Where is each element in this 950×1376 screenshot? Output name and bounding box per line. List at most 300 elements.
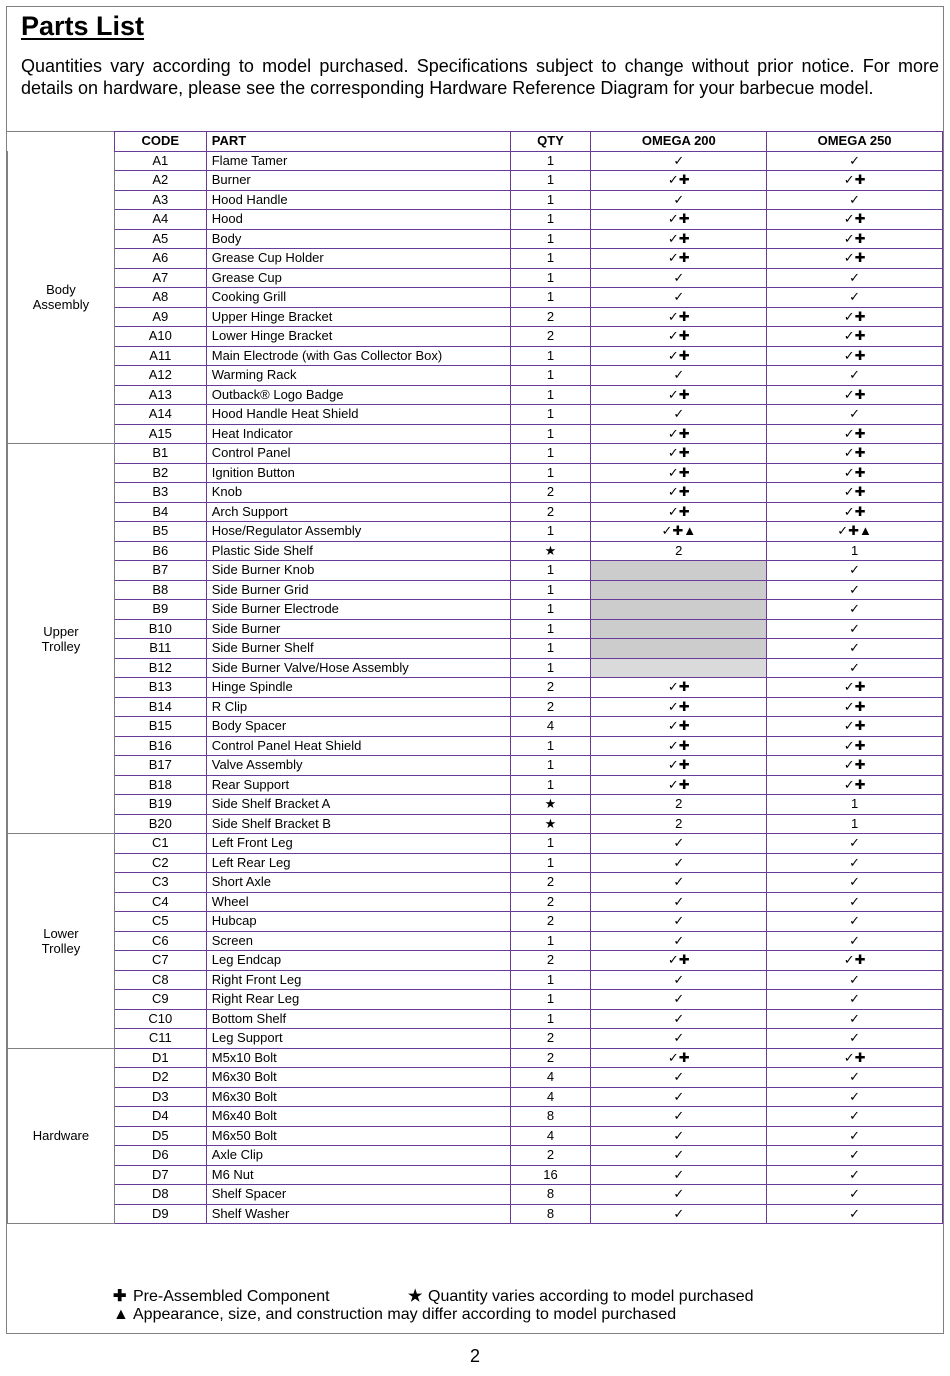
part-name: Hood Handle Heat Shield xyxy=(206,405,510,425)
part-qty: 1 xyxy=(510,444,591,464)
part-qty: 2 xyxy=(510,307,591,327)
table-row xyxy=(8,307,943,327)
part-code: A4 xyxy=(114,210,206,230)
part-name: Heat Indicator xyxy=(206,424,510,444)
omega-200-cell xyxy=(591,600,767,620)
part-name: Grease Cup xyxy=(206,268,510,288)
omega-200-cell: ✓✚ xyxy=(591,444,767,464)
part-qty: 1 xyxy=(510,346,591,366)
omega-200-cell: ✓ xyxy=(591,1165,767,1185)
table-row xyxy=(8,697,943,717)
header-part: PART xyxy=(206,132,510,152)
table-row xyxy=(8,873,943,893)
table-row xyxy=(8,229,943,249)
part-name: Bottom Shelf xyxy=(206,1009,510,1029)
omega-250-cell: ✓ xyxy=(767,1146,943,1166)
omega-200-cell: ✓✚ xyxy=(591,307,767,327)
omega-200-cell: ✓ xyxy=(591,288,767,308)
table-row xyxy=(8,775,943,795)
part-name: Main Electrode (with Gas Collector Box) xyxy=(206,346,510,366)
part-name: Shelf Spacer xyxy=(206,1185,510,1205)
part-code: C7 xyxy=(114,951,206,971)
omega-200-cell xyxy=(591,658,767,678)
omega-250-cell: ✓ xyxy=(767,892,943,912)
part-qty: 1 xyxy=(510,171,591,191)
part-qty: 2 xyxy=(510,327,591,347)
omega-200-cell xyxy=(591,580,767,600)
table-row xyxy=(8,795,943,815)
omega-250-cell: ✓ xyxy=(767,580,943,600)
part-code: A10 xyxy=(114,327,206,347)
part-code: B14 xyxy=(114,697,206,717)
group-label xyxy=(8,1048,115,1224)
part-code: C3 xyxy=(114,873,206,893)
part-name: Side Shelf Bracket B xyxy=(206,814,510,834)
part-qty: 2 xyxy=(510,873,591,893)
omega-250-cell: ✓ xyxy=(767,853,943,873)
omega-250-cell: ✓ xyxy=(767,619,943,639)
omega-200-cell xyxy=(591,639,767,659)
omega-200-cell: ✓✚ xyxy=(591,385,767,405)
omega-200-cell: 2 xyxy=(591,541,767,561)
omega-250-cell: ✓✚ xyxy=(767,697,943,717)
omega-200-cell: ✓ xyxy=(591,268,767,288)
table-row xyxy=(8,931,943,951)
omega-200-cell: ✓ xyxy=(591,1126,767,1146)
table-body xyxy=(8,151,943,1224)
table-row xyxy=(8,151,943,171)
part-qty: 1 xyxy=(510,834,591,854)
omega-250-cell: ✓✚ xyxy=(767,756,943,776)
part-code: D7 xyxy=(114,1165,206,1185)
table-row xyxy=(8,444,943,464)
omega-200-cell: ✓ xyxy=(591,873,767,893)
part-code: B5 xyxy=(114,522,206,542)
table-row xyxy=(8,892,943,912)
part-name: Leg Support xyxy=(206,1029,510,1049)
part-code: A6 xyxy=(114,249,206,269)
part-qty: 1 xyxy=(510,580,591,600)
part-qty: 1 xyxy=(510,424,591,444)
table-row xyxy=(8,1029,943,1049)
part-qty: 1 xyxy=(510,561,591,581)
omega-200-cell: ✓ xyxy=(591,990,767,1010)
part-code: B7 xyxy=(114,561,206,581)
part-qty: ★ xyxy=(510,814,591,834)
part-qty: 1 xyxy=(510,366,591,386)
part-qty: 1 xyxy=(510,268,591,288)
part-code: D3 xyxy=(114,1087,206,1107)
part-qty: 1 xyxy=(510,190,591,210)
part-code: B4 xyxy=(114,502,206,522)
omega-250-cell: ✓✚ xyxy=(767,951,943,971)
part-name: R Clip xyxy=(206,697,510,717)
part-qty: 1 xyxy=(510,775,591,795)
omega-200-cell: ✓✚ xyxy=(591,483,767,503)
part-code: B6 xyxy=(114,541,206,561)
part-name: Grease Cup Holder xyxy=(206,249,510,269)
part-qty: 1 xyxy=(510,639,591,659)
omega-200-cell: ✓✚ xyxy=(591,736,767,756)
part-name: Screen xyxy=(206,931,510,951)
omega-200-cell: ✓✚ xyxy=(591,327,767,347)
omega-200-cell: ✓ xyxy=(591,1068,767,1088)
omega-250-cell: ✓ xyxy=(767,658,943,678)
table-header-row xyxy=(8,132,943,152)
table-row xyxy=(8,1107,943,1127)
omega-250-cell: ✓✚ xyxy=(767,307,943,327)
part-qty: 2 xyxy=(510,502,591,522)
table-row xyxy=(8,853,943,873)
part-qty: 2 xyxy=(510,1048,591,1068)
part-qty: 2 xyxy=(510,951,591,971)
part-qty: 1 xyxy=(510,405,591,425)
omega-200-cell: ✓✚ xyxy=(591,346,767,366)
intro-paragraph: Quantities vary according to model purchased. Specifications subject to change without prior notice. For more details on hardware, please see the corresponding Hardware Reference Diagram for your barbecue model. xyxy=(21,56,939,98)
part-name: Left Rear Leg xyxy=(206,853,510,873)
omega-250-cell: ✓ xyxy=(767,912,943,932)
part-qty: 1 xyxy=(510,210,591,230)
omega-200-cell: ✓ xyxy=(591,366,767,386)
omega-250-cell: ✓ xyxy=(767,1165,943,1185)
part-qty: 1 xyxy=(510,756,591,776)
part-name: Wheel xyxy=(206,892,510,912)
table-row xyxy=(8,756,943,776)
part-qty: 2 xyxy=(510,678,591,698)
table-row xyxy=(8,1126,943,1146)
omega-200-cell: ✓✚ xyxy=(591,502,767,522)
part-code: B19 xyxy=(114,795,206,815)
group-name: Hardware xyxy=(32,1128,90,1144)
part-code: B11 xyxy=(114,639,206,659)
part-qty: 8 xyxy=(510,1107,591,1127)
part-name: Warming Rack xyxy=(206,366,510,386)
part-name: Hinge Spindle xyxy=(206,678,510,698)
table-row xyxy=(8,541,943,561)
part-qty: 2 xyxy=(510,483,591,503)
part-name: Upper Hinge Bracket xyxy=(206,307,510,327)
table-row xyxy=(8,1146,943,1166)
omega-200-cell: ✓✚ xyxy=(591,229,767,249)
part-qty: ★ xyxy=(510,541,591,561)
table-row xyxy=(8,736,943,756)
part-name: Hose/Regulator Assembly xyxy=(206,522,510,542)
part-qty: 2 xyxy=(510,912,591,932)
omega-200-cell: ✓✚ xyxy=(591,210,767,230)
part-name: Cooking Grill xyxy=(206,288,510,308)
omega-200-cell xyxy=(591,619,767,639)
omega-250-cell: ✓✚ xyxy=(767,346,943,366)
omega-200-cell: ✓ xyxy=(591,190,767,210)
part-qty: 1 xyxy=(510,288,591,308)
table-row xyxy=(8,951,943,971)
omega-200-cell: ✓✚ xyxy=(591,756,767,776)
part-name: Left Front Leg xyxy=(206,834,510,854)
table-row xyxy=(8,1087,943,1107)
triangle-icon: ▲ xyxy=(113,1306,129,1323)
part-code: D8 xyxy=(114,1185,206,1205)
part-qty: 1 xyxy=(510,736,591,756)
part-name: Right Front Leg xyxy=(206,970,510,990)
part-qty: 2 xyxy=(510,892,591,912)
omega-250-cell: ✓✚ xyxy=(767,736,943,756)
part-name: Control Panel Heat Shield xyxy=(206,736,510,756)
omega-200-cell: ✓ xyxy=(591,405,767,425)
omega-250-cell: ✓ xyxy=(767,1126,943,1146)
part-qty: 1 xyxy=(510,619,591,639)
part-name: Short Axle xyxy=(206,873,510,893)
part-code: C5 xyxy=(114,912,206,932)
legend-triangle xyxy=(113,1306,676,1324)
part-name: M6 Nut xyxy=(206,1165,510,1185)
omega-200-cell: ✓ xyxy=(591,834,767,854)
part-code: A8 xyxy=(114,288,206,308)
part-code: C6 xyxy=(114,931,206,951)
part-code: B13 xyxy=(114,678,206,698)
omega-250-cell: 1 xyxy=(767,541,943,561)
omega-250-cell: ✓ xyxy=(767,151,943,171)
omega-250-cell: ✓ xyxy=(767,1204,943,1224)
omega-250-cell: ✓✚ xyxy=(767,210,943,230)
table-row xyxy=(8,970,943,990)
part-code: C11 xyxy=(114,1029,206,1049)
omega-250-cell: ✓ xyxy=(767,1107,943,1127)
part-qty: 1 xyxy=(510,249,591,269)
table-row xyxy=(8,1048,943,1068)
omega-200-cell: ✓✚ xyxy=(591,249,767,269)
part-qty: 1 xyxy=(510,229,591,249)
omega-200-cell: ✓✚ xyxy=(591,678,767,698)
part-qty: 1 xyxy=(510,853,591,873)
table-row xyxy=(8,1185,943,1205)
legend-star-text: Quantity varies according to model purchased xyxy=(428,1288,754,1305)
part-qty: 4 xyxy=(510,717,591,737)
page-frame xyxy=(6,6,944,1334)
part-code: C9 xyxy=(114,990,206,1010)
omega-250-cell: ✓✚ xyxy=(767,444,943,464)
part-code: B9 xyxy=(114,600,206,620)
omega-200-cell: ✓✚ xyxy=(591,463,767,483)
part-code: D5 xyxy=(114,1126,206,1146)
part-code: B15 xyxy=(114,717,206,737)
legend-plus-text: Pre-Assembled Component xyxy=(133,1288,330,1305)
omega-250-cell: ✓✚ xyxy=(767,327,943,347)
header-box xyxy=(7,7,943,132)
table-row xyxy=(8,600,943,620)
part-code: B20 xyxy=(114,814,206,834)
legend-plus xyxy=(113,1286,330,1306)
omega-200-cell: ✓✚ xyxy=(591,171,767,191)
part-qty: 1 xyxy=(510,990,591,1010)
part-code: A2 xyxy=(114,171,206,191)
group-label xyxy=(8,834,115,1049)
part-qty: 2 xyxy=(510,1029,591,1049)
omega-200-cell: ✓ xyxy=(591,912,767,932)
omega-250-cell: ✓ xyxy=(767,561,943,581)
omega-200-cell: ✓ xyxy=(591,1204,767,1224)
part-name: M6x30 Bolt xyxy=(206,1068,510,1088)
omega-200-cell: ✓ xyxy=(591,1185,767,1205)
table-row xyxy=(8,327,943,347)
part-code: A9 xyxy=(114,307,206,327)
part-code: D9 xyxy=(114,1204,206,1224)
omega-250-cell: ✓ xyxy=(767,1029,943,1049)
part-name: Right Rear Leg xyxy=(206,990,510,1010)
part-qty: 1 xyxy=(510,931,591,951)
omega-250-cell: ✓ xyxy=(767,639,943,659)
table-row xyxy=(8,502,943,522)
table-row xyxy=(8,561,943,581)
header-omega-200: OMEGA 200 xyxy=(591,132,767,152)
part-code: C1 xyxy=(114,834,206,854)
omega-200-cell: ✓✚ xyxy=(591,1048,767,1068)
part-code: B8 xyxy=(114,580,206,600)
omega-200-cell: ✓✚ xyxy=(591,951,767,971)
omega-250-cell: ✓ xyxy=(767,268,943,288)
table-row xyxy=(8,1009,943,1029)
header-corner xyxy=(8,132,115,152)
table-row xyxy=(8,1165,943,1185)
part-name: Lower Hinge Bracket xyxy=(206,327,510,347)
omega-200-cell: ✓✚ xyxy=(591,424,767,444)
table-row xyxy=(8,678,943,698)
legend-star xyxy=(408,1286,754,1306)
group-label xyxy=(8,444,115,834)
legend-triangle-text: Appearance, size, and construction may differ according to model purchased xyxy=(133,1306,677,1323)
omega-250-cell: ✓ xyxy=(767,1068,943,1088)
omega-200-cell: ✓ xyxy=(591,151,767,171)
omega-250-cell: ✓ xyxy=(767,288,943,308)
part-qty: 2 xyxy=(510,697,591,717)
part-qty: 8 xyxy=(510,1204,591,1224)
table-row xyxy=(8,912,943,932)
omega-250-cell: ✓ xyxy=(767,990,943,1010)
table-row xyxy=(8,268,943,288)
part-qty: 2 xyxy=(510,1146,591,1166)
header-omega-250: OMEGA 250 xyxy=(767,132,943,152)
part-code: D1 xyxy=(114,1048,206,1068)
part-code: C8 xyxy=(114,970,206,990)
part-name: Shelf Washer xyxy=(206,1204,510,1224)
part-qty: 1 xyxy=(510,1009,591,1029)
table-row xyxy=(8,580,943,600)
omega-200-cell: 2 xyxy=(591,795,767,815)
part-code: B17 xyxy=(114,756,206,776)
table-row xyxy=(8,190,943,210)
part-code: D4 xyxy=(114,1107,206,1127)
omega-200-cell: ✓ xyxy=(591,1009,767,1029)
omega-250-cell: ✓✚ xyxy=(767,385,943,405)
omega-250-cell: ✓ xyxy=(767,1185,943,1205)
omega-250-cell: ✓✚ xyxy=(767,1048,943,1068)
omega-250-cell: ✓ xyxy=(767,931,943,951)
omega-250-cell: ✓ xyxy=(767,970,943,990)
table-row xyxy=(8,483,943,503)
omega-250-cell: ✓✚ xyxy=(767,502,943,522)
part-code: B3 xyxy=(114,483,206,503)
omega-250-cell: ✓ xyxy=(767,190,943,210)
omega-200-cell: ✓✚ xyxy=(591,717,767,737)
part-code: B10 xyxy=(114,619,206,639)
part-code: A12 xyxy=(114,366,206,386)
part-qty: 1 xyxy=(510,385,591,405)
table-row xyxy=(8,210,943,230)
omega-200-cell: ✓ xyxy=(591,853,767,873)
table-row xyxy=(8,639,943,659)
part-name: Body Spacer xyxy=(206,717,510,737)
part-code: C2 xyxy=(114,853,206,873)
part-name: Body xyxy=(206,229,510,249)
omega-250-cell: 1 xyxy=(767,795,943,815)
part-name: Axle Clip xyxy=(206,1146,510,1166)
table-row xyxy=(8,366,943,386)
part-name: M6x40 Bolt xyxy=(206,1107,510,1127)
part-code: C10 xyxy=(114,1009,206,1029)
part-name: Side Burner Knob xyxy=(206,561,510,581)
part-code: A3 xyxy=(114,190,206,210)
group-name: Body Assembly xyxy=(32,282,90,312)
part-name: Leg Endcap xyxy=(206,951,510,971)
part-code: A1 xyxy=(114,151,206,171)
part-code: A13 xyxy=(114,385,206,405)
part-qty: 1 xyxy=(510,658,591,678)
part-name: M6x30 Bolt xyxy=(206,1087,510,1107)
omega-250-cell: ✓✚ xyxy=(767,249,943,269)
part-code: B2 xyxy=(114,463,206,483)
table-row xyxy=(8,424,943,444)
part-name: Side Burner Shelf xyxy=(206,639,510,659)
table-row xyxy=(8,1068,943,1088)
omega-250-cell: 1 xyxy=(767,814,943,834)
part-name: M5x10 Bolt xyxy=(206,1048,510,1068)
omega-200-cell: ✓ xyxy=(591,931,767,951)
omega-250-cell: ✓ xyxy=(767,1087,943,1107)
part-name: Ignition Button xyxy=(206,463,510,483)
part-name: Side Shelf Bracket A xyxy=(206,795,510,815)
omega-250-cell: ✓✚ xyxy=(767,463,943,483)
part-code: B18 xyxy=(114,775,206,795)
omega-200-cell: ✓ xyxy=(591,970,767,990)
part-code: A5 xyxy=(114,229,206,249)
omega-250-cell: ✓✚ xyxy=(767,775,943,795)
part-code: A7 xyxy=(114,268,206,288)
plus-icon: ✚ xyxy=(113,1288,127,1305)
omega-200-cell: ✓ xyxy=(591,892,767,912)
omega-250-cell: ✓ xyxy=(767,834,943,854)
page-number: 2 xyxy=(469,1346,480,1366)
omega-200-cell xyxy=(591,561,767,581)
part-name: Hubcap xyxy=(206,912,510,932)
page-title: Parts List xyxy=(21,11,145,41)
part-qty: 1 xyxy=(510,970,591,990)
part-name: Side Burner xyxy=(206,619,510,639)
table-row xyxy=(8,463,943,483)
part-code: C4 xyxy=(114,892,206,912)
part-qty: 16 xyxy=(510,1165,591,1185)
omega-200-cell: ✓✚ xyxy=(591,775,767,795)
part-qty: 4 xyxy=(510,1087,591,1107)
omega-200-cell: ✓✚▲ xyxy=(591,522,767,542)
omega-250-cell: ✓✚ xyxy=(767,424,943,444)
part-qty: ★ xyxy=(510,795,591,815)
omega-250-cell: ✓ xyxy=(767,405,943,425)
part-name: Hood Handle xyxy=(206,190,510,210)
part-code: B16 xyxy=(114,736,206,756)
omega-250-cell: ✓ xyxy=(767,873,943,893)
part-name: M6x50 Bolt xyxy=(206,1126,510,1146)
table-row xyxy=(8,288,943,308)
omega-250-cell: ✓ xyxy=(767,1009,943,1029)
